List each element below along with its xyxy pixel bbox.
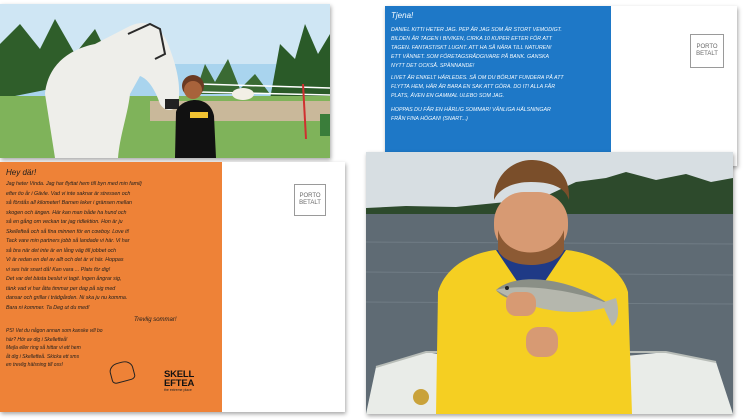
- stamp-text: PORTO: [299, 193, 321, 199]
- orange-line: Bara ni kommer. Ta Deg ut du med!: [6, 304, 90, 311]
- blue-line: ETT VÄNNET. SOM FÖRETAGSRÅDGIVARE PÅ BANK. GANSKA: [391, 54, 550, 60]
- blue-line: TAGEN. FANTASTISKT LUGNT. ATT HA SÅ NÄRA TILL NATUREN!: [391, 45, 552, 51]
- orange-line: Det var det bästa beslut vi tagit. Ingen ångrar sig,: [6, 276, 122, 282]
- stamp-text: BETALT: [299, 200, 321, 206]
- blue-message-body: [391, 26, 605, 124]
- postcard-fishing-photo: [366, 152, 733, 414]
- blue-greeting: Tjena!: [391, 11, 414, 20]
- ps-line: åt dig i Skellefteå. Skicka ett sms: [6, 353, 80, 360]
- blue-line: PLATS, ÄVEN EN GAMMAL ULEBO SOM JAG.: [391, 93, 505, 99]
- stamp-text: BETALT: [696, 51, 718, 57]
- blue-message-panel: [385, 6, 611, 166]
- orange-line: så förstås all kilometer! Barnen leker i gränsen mellan: [6, 200, 133, 206]
- blue-line: DANIEL KITTI HETER JAG. PEP ÄR JAG SOM ÄR STORT VEMODIGT.: [391, 27, 562, 33]
- postcard-blue-message: [385, 6, 737, 166]
- orange-message-panel: [0, 162, 222, 412]
- orange-message-body: [6, 180, 216, 313]
- logo-text: EFTEA: [164, 378, 195, 389]
- orange-ps: [6, 327, 216, 370]
- blue-closing-line: FRÅN FINA HÖGAN! (SNART...): [391, 116, 468, 122]
- blue-line: BILDEN ÄR TAGEN I BIVIKEN, CIRKA 10 KUPER EFTER FÖR ATT: [391, 36, 552, 42]
- ps-line: Mejla eller ring så hittar vi ett hem: [6, 345, 81, 351]
- postage-stamp-box: [294, 184, 326, 216]
- orange-line: så bra när det inte är en lång väg till jobbet och: [6, 247, 117, 254]
- orange-line: skogen och ängen. Här kan man både ha hund och: [6, 209, 127, 216]
- postcard-orange-message: [0, 162, 345, 412]
- orange-line: så en gång om veckan tar jag ridlektion. Hon är ju: [6, 219, 123, 225]
- orange-line: Vi är redan en del av allt och det är vi här. Hoppas: [6, 257, 124, 263]
- logo-text: SKELL: [164, 369, 195, 380]
- ps-line: PS! Vet du någon annan som kanske vill bo: [6, 328, 103, 334]
- horse-photo: [0, 4, 330, 158]
- skelleftea-logo: [164, 370, 214, 393]
- orange-line: Skellefteå och så fina minnen för en cowboy. Love it!: [6, 228, 130, 235]
- postcard-horse-photo: [0, 4, 330, 158]
- orange-line: vi ses här snart då! Kan vara ... Plats för dig!: [6, 266, 111, 273]
- orange-line: Jag heter Vinda. Jag har flyttat hem till byn med min familj: [6, 181, 142, 187]
- orange-line: dansar och grillar i trädgården. Ni ska ju nu komma.: [6, 295, 128, 301]
- postage-stamp-box: [690, 34, 724, 68]
- blue-line: FLYTTA HEM, HÄR ÄR BARA EN SAK ATT GÖRA. DO IT! ALLA FÅR: [391, 84, 556, 90]
- orange-line: tänk vad vi har åtta timmar per dag på sig med: [6, 285, 116, 292]
- orange-greeting: Hey där!: [6, 168, 37, 177]
- blue-closing-line: HOPPAS DU FÅR EN HÄRLIG SOMMAR! VÄNLIGA HÄLSNINGAR: [391, 107, 551, 113]
- ps-line: här? Hör av dig i Skellefteå!: [6, 336, 68, 343]
- stamp-text: PORTO: [696, 44, 718, 50]
- ps-line: en trevlig hälsning till oss!: [6, 362, 63, 368]
- logo-tagline: the extreme place: [164, 388, 192, 392]
- orange-line: Tack vare min partners jobb så landade vi här. Vi har: [6, 238, 130, 244]
- orange-signature: Trevlig sommar!: [134, 317, 177, 323]
- orange-line: efter tio år i Gävle. Vad vi inte saknar är stressen och: [6, 190, 131, 197]
- blue-line: NYTT DET OCKSÅ. SPÄNNANDE!: [391, 63, 475, 69]
- fishing-photo: [366, 152, 733, 414]
- blue-line: LIVET ÄR ENKELT HÄRLEDES. SÅ OM DU BÖRJAT FUNDERA PÅ ATT: [391, 75, 564, 81]
